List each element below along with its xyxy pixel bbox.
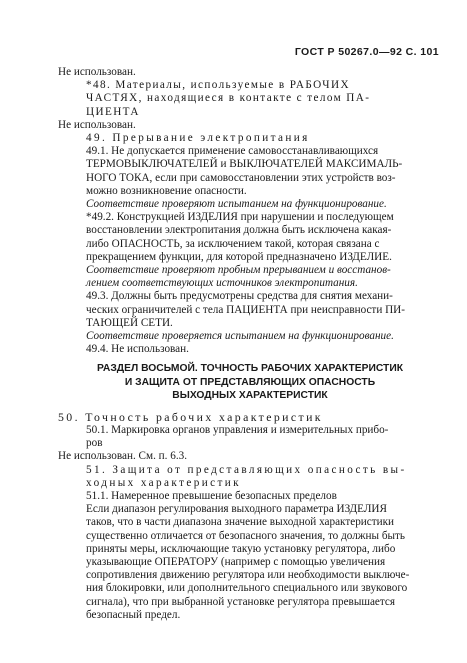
running-head: ГОСТ Р 50267.0—92 С. 101: [294, 46, 439, 58]
clause-49-1-line-1: 49.1. Не допускается применение самовосстанавливающихся: [86, 145, 379, 158]
clause-49-3-line-2: ческих ограничителей с тела ПАЦИЕНТА при неисправности ПИ-: [86, 303, 405, 316]
clause-51-1-line-9: безопасный предел.: [86, 608, 181, 621]
paragraph-not-used-1: Не использован.: [58, 66, 136, 78]
clause-49-1-line-4: можно возникновение опасности.: [86, 184, 247, 197]
clause-51-1-line-2: таков, что в части диапазона значение выходной характеристики: [86, 516, 395, 529]
clause-49-1-line-2: ТЕРМОВЫКЛЮЧАТЕЛЕЙ и ВЫКЛЮЧАТЕЛЕЙ МАКСИМАЛЬ-: [86, 158, 403, 171]
clause-48-line-3: ЦИЕНТА: [86, 105, 140, 118]
clause-49-2: [58, 211, 442, 264]
clause-49-4: 49.4. Не использован.: [86, 343, 189, 356]
clause-50-heading: 50. Точность рабочих характеристик: [58, 409, 323, 424]
clause-50-1-note: Не использован. См. п. 6.3.: [58, 450, 188, 463]
clause-50-1-line-2: ров: [86, 437, 103, 450]
section-title-line-3: ВЫХОДНЫХ ХАРАКТЕРИСТИК: [172, 390, 328, 402]
compliance-49-3: Соответствие проверяется испытанием на функционирование.: [86, 330, 394, 343]
clause-51-line-2: ходных характеристик: [86, 476, 241, 489]
clause-49-3-line-3: ТАЮЩЕЙ СЕТИ.: [86, 316, 173, 329]
clause-49-3: [58, 290, 442, 330]
compliance-49-2: [58, 264, 442, 290]
clause-51-1-line-4: приняты меры, исключающие такую установку регулятора, либо: [86, 542, 396, 555]
clause-49-2-line-1: *49.2. Конструкцией ИЗДЕЛИЯ при нарушении и последующем: [86, 211, 394, 224]
clause-49-3-line-1: 49.3. Должны быть предусмотрены средства для снятия механи-: [86, 290, 393, 303]
clause-51-1-line-1: Если диапазон регулирования выходного параметра ИЗДЕЛИЯ: [86, 503, 387, 516]
clause-50-1-line-1: 50.1. Маркировка органов управления и измерительных прибо-: [86, 423, 389, 436]
clause-50-1: [58, 424, 442, 450]
page-body: [58, 66, 442, 622]
clause-51-1-line-8: сигнала), что при выбранной установке регулятора превышается: [86, 595, 396, 608]
clause-51-1-line-6: сопротивления движению регулятора или необходимости выключе-: [86, 569, 410, 582]
clause-51-1-line-5: указывающие ОПЕРАТОРУ (например с помощью увеличения: [86, 555, 386, 568]
clause-48-line-1: *48. Материалы, используемые в РАБОЧИХ: [86, 79, 350, 92]
section-title-line-1: РАЗДЕЛ ВОСЬМОЙ. ТОЧНОСТЬ РАБОЧИХ ХАРАКТЕРИСТИК: [96, 363, 404, 375]
clause-48-line-2: ЧАСТЯХ, находящиеся в контакте с телом ПА-: [86, 92, 371, 105]
section-eight-title: [58, 362, 442, 402]
compliance-49-2-line-2: лением соответствующих источников электропитания.: [86, 277, 358, 290]
clause-51-line-1: 51. Защита от представляющих опасность вы-: [86, 463, 407, 476]
clause-49-2-line-3: либо ОПАСНОСТЬ, за исключением такой, которая связана с: [86, 237, 380, 250]
clause-48-heading: [58, 79, 442, 119]
clause-49-1: [58, 145, 442, 198]
clause-51-1-line-7: ния блокировки, или дополнительного специального или звукового: [86, 582, 408, 595]
section-title-line-2: И ЗАЩИТА ОТ ПРЕДСТАВЛЯЮЩИХ ОПАСНОСТЬ: [124, 376, 376, 388]
clause-49-2-line-4: прекращением функции, для которой предназначено ИЗДЕЛИЕ.: [86, 250, 392, 263]
clause-51-1-heading: 51.1. Намеренное превышение безопасных пределов: [86, 489, 337, 502]
clause-49-1-line-3: НОГО ТОКА, если при самовосстановлении этих устройств воз-: [86, 171, 396, 184]
compliance-49-1: Соответствие проверяют испытанием на функционирование.: [86, 198, 387, 211]
clause-51-heading: [58, 464, 442, 490]
clause-51-1-body: [58, 503, 442, 622]
paragraph-not-used-2: Не использован.: [58, 118, 136, 131]
clause-49-2-line-2: восстановлении электропитания должна быть исключена какая-: [86, 224, 392, 237]
clause-51-1-line-3: существенно отличается от безопасного значения, то должны быть: [86, 529, 406, 542]
clause-49-heading: 49. Прерывание электропитания: [86, 132, 310, 145]
compliance-49-2-line-1: Соответствие проверяют пробным прерыванием и восстанов-: [86, 264, 391, 277]
